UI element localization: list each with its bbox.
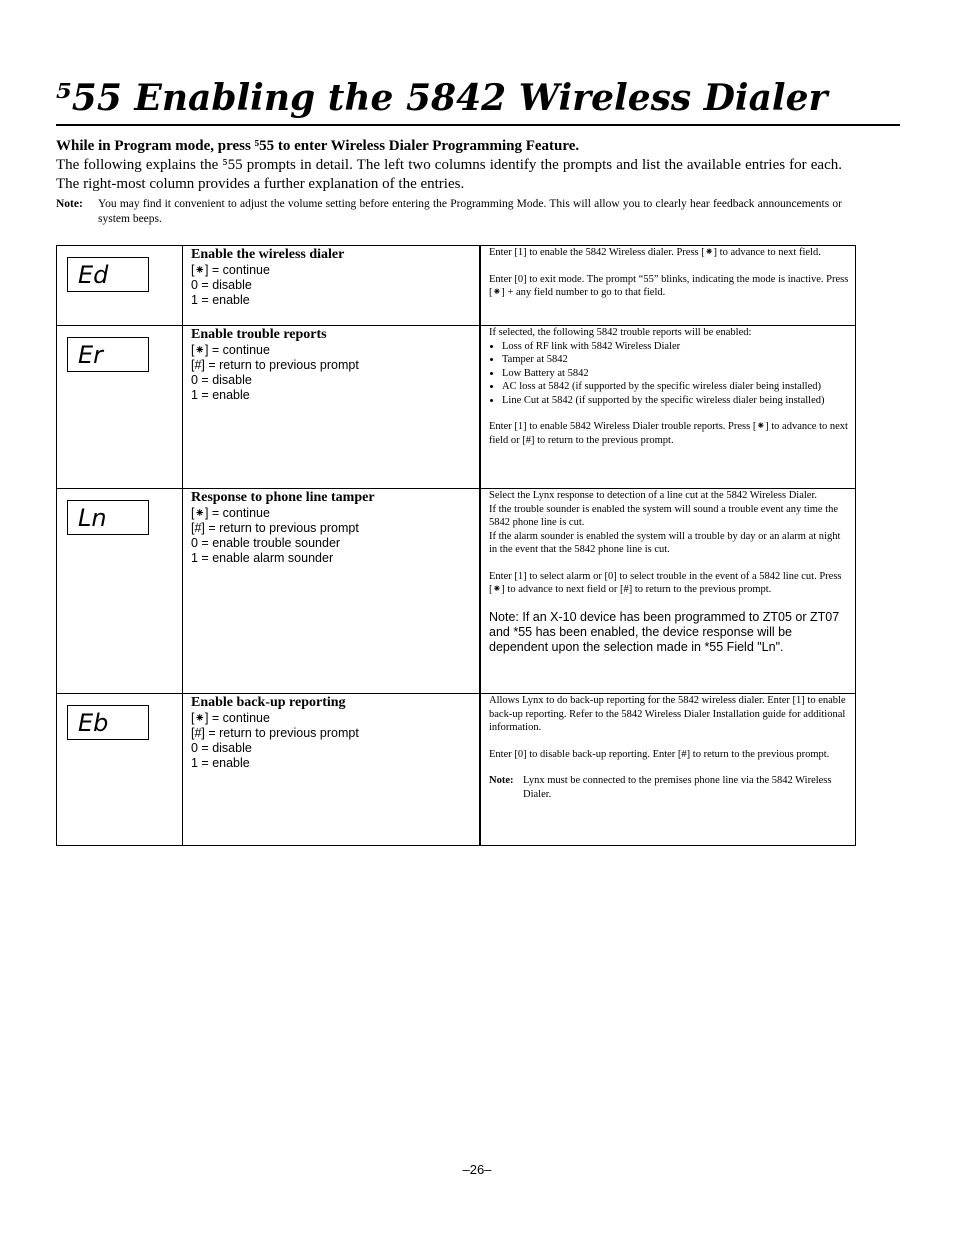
description-cell (480, 246, 856, 326)
prompt-option: [⁕] = continue (191, 263, 270, 277)
display-cell (57, 326, 183, 489)
description-text: Allows Lynx to do back-up reporting for the 5842 wireless dialer. Enter [1] to enable back-up reporting. Refer to the 5842 Wireless Dialer Installation guide for additional information. (489, 695, 846, 733)
list-item: • Line Cut at 5842 (if supported by the specific wireless dialer being installed) (502, 394, 849, 408)
page-title: ⁵55 Enabling the 5842 Wireless Dialer (56, 74, 900, 126)
note-text: You may find it convenient to adjust the volume setting before entering the Programming Mode. This will allow you to clearly hear feedback announcements or system beeps. (98, 198, 842, 225)
description-text: Enter [1] to enable the 5842 Wireless dialer. Press [⁕] to advance to next field. (489, 247, 821, 258)
prompt-option: 0 = disable (191, 278, 252, 292)
intro-explanation: The following explains the ⁵55 prompts in detail. The left two columns identify the prompts and list the available entries for each. The right-most column provides a further explanation of the entries. (56, 157, 842, 192)
list-item: • Low Battery at 5842 (502, 367, 849, 381)
backup-note (489, 774, 849, 801)
description-text: Enter [1] to select alarm or [0] to select trouble in the event of a 5842 line cut. Press [⁕] to advance to next field or [#] to return to the previous prompt. (489, 570, 842, 595)
prompt-option: 1 = enable (191, 756, 250, 770)
prompts-table (56, 245, 856, 846)
description-text: If selected, the following 5842 trouble reports will be enabled: (489, 327, 752, 338)
description-text: Enter [0] to disable back-up reporting. Enter [#] to return to the previous prompt. (489, 748, 830, 760)
display-cell (57, 694, 183, 846)
table-row (57, 246, 856, 326)
description-cell (480, 489, 856, 694)
lcd-display: Ed (67, 257, 149, 292)
table-row (57, 694, 856, 846)
prompt-heading: Response to phone line tamper (191, 490, 375, 505)
prompt-option: 0 = disable (191, 741, 252, 755)
prompt-heading: Enable back-up reporting (191, 695, 346, 710)
intro-lead: While in Program mode, press ⁵55 to enter Wireless Dialer Programming Feature. (56, 138, 580, 154)
prompt-option: [⁕] = continue (191, 343, 270, 357)
prompt-cell (183, 694, 481, 846)
page-number: –26– (462, 1162, 492, 1177)
display-cell (57, 246, 183, 326)
description-text: If the trouble sounder is enabled the system will sound a trouble event any time the 5842 phone line is cut. (489, 503, 839, 528)
intro-section (56, 136, 842, 227)
note-label: Note: (56, 198, 83, 210)
list-item: • Tamper at 5842 (502, 353, 849, 367)
table-row (57, 489, 856, 694)
prompt-option: 1 = enable (191, 293, 250, 307)
trouble-list (489, 340, 849, 408)
note-text: Lynx must be connected to the premises phone line via the 5842 Wireless Dialer. (523, 775, 832, 800)
x10-note: Note: If an X-10 device has been programmed to ZT05 or ZT07 and *55 has been enabled, the device response will be dependent upon the selection made in *55 Field "Ln". (489, 609, 840, 654)
prompt-cell (183, 326, 481, 489)
note-label: Note: (489, 775, 514, 786)
description-text: Enter [1] to enable 5842 Wireless Dialer trouble reports. Press [⁕] to advance to next field or [#] to return to the previous prompt. (489, 421, 848, 446)
lcd-display: Ln (67, 500, 149, 535)
description-text: Select the Lynx response to detection of a line cut at the 5842 Wireless Dialer. (489, 490, 817, 501)
prompt-cell (183, 246, 481, 326)
prompt-option: 0 = disable (191, 373, 252, 387)
prompt-option: 1 = enable alarm sounder (191, 551, 334, 565)
prompt-option: [#] = return to previous prompt (191, 358, 359, 372)
prompt-heading: Enable trouble reports (191, 327, 327, 342)
description-text: Enter [0] to exit mode. The prompt “55” blinks, indicating the mode is inactive. Press [⁕] + any field number to go to that field. (489, 273, 849, 298)
description-cell (480, 326, 856, 489)
prompt-heading: Enable the wireless dialer (191, 247, 345, 262)
list-item: • AC loss at 5842 (if supported by the specific wireless dialer being installed) (502, 380, 849, 394)
display-cell (57, 489, 183, 694)
list-item: • Loss of RF link with 5842 Wireless Dialer (502, 340, 849, 354)
table-row (57, 326, 856, 489)
prompt-cell (183, 489, 481, 694)
prompt-option: [⁕] = continue (191, 711, 270, 725)
prompt-option: 0 = enable trouble sounder (191, 536, 341, 550)
description-cell (480, 694, 856, 846)
description-text: If the alarm sounder is enabled the system will a trouble by day or an alarm at night in the event that the 5842 phone line is cut. (489, 530, 841, 555)
prompt-option: [#] = return to previous prompt (191, 726, 359, 740)
intro-note (56, 197, 842, 227)
prompt-option: [⁕] = continue (191, 506, 270, 520)
prompt-option: [#] = return to previous prompt (191, 521, 359, 535)
prompt-option: 1 = enable (191, 388, 250, 402)
lcd-display: Er (67, 337, 149, 372)
lcd-display: Eb (67, 705, 149, 740)
